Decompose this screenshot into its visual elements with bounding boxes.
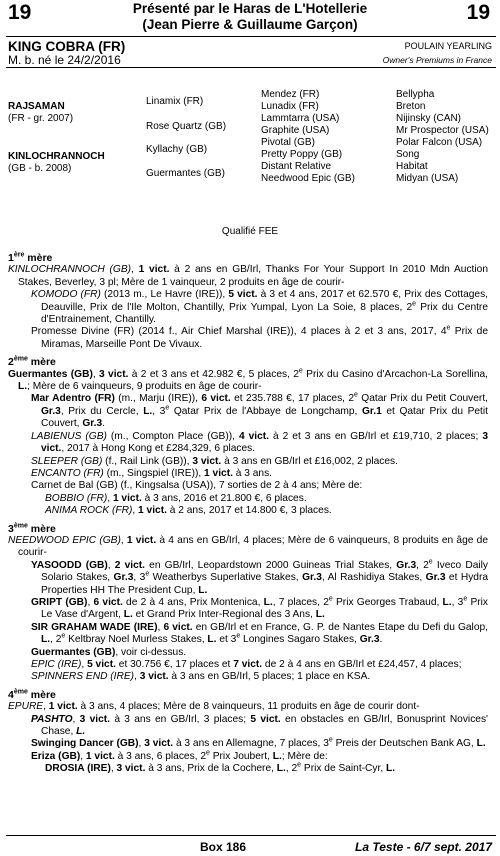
produce-entry: SLEEPER (GB) (f., Rail Link (GB)), 3 vict. à 3 ans en GB/Irl et £16,002, 2 places. <box>31 455 398 467</box>
produce-entry: LABIENUS (GB) (m., Compton Place (GB)), 4 vict. à 2 et 3 ans en GB/Irl et £19,710, 2 places; 3 vict., 2017 à Hong Kong et £284,329, 6 places. <box>31 430 488 455</box>
pedigree-gen3: Pivotal (GB) <box>261 137 315 148</box>
fourth-dam-entry: EPURE, 1 vict. à 3 ans, 4 places; Mère de 8 vainqueurs, 11 produits en âge de courir dont- <box>8 701 420 713</box>
produce-entry: Guermantes (GB), voir ci-dessus. <box>31 646 187 658</box>
section-heading-3eme-mere: 3ème mère <box>8 522 56 535</box>
pedigree-gen3: Lunadix (FR) <box>261 101 319 112</box>
family-notes <box>8 247 488 776</box>
catalogue-header <box>0 0 500 34</box>
produce-entry: BOBBIO (FR), 1 vict. à 3 ans, 2016 et 21.800 €, 6 places. <box>45 492 307 504</box>
dam-entry: KINLOCHRANNOCH (GB), 1 vict. à 2 ans en GB/Irl, Thanks For Your Support In 2010 Mdn Auction Stakes, Beverley, 3 pl; Mère de 1 vainqueur, 2 produits en âge de courir- <box>8 264 488 288</box>
pedigree-gen4: Song <box>396 149 420 160</box>
granddam-entry: Guermantes (GB), 3 vict. à 2 et 3 ans et 42.982 €, 5 places, 2e Prix du Casino d'Arcachon-La Sorellina, L.; Mère de 6 vainqueurs, 9 produits en âge de courir- <box>8 367 488 393</box>
produce-entry: Mar Adentro (FR) (m., Marju (IRE)), 6 vict. et 235.788 €, 17 places, 2e Qatar Prix du Petit Couvert, Gr.3, Prix du Cercle, L., 3e Qatar Prix de l'Abbaye de Longchamp, Gr.1 et Qatar Prix du Petit Couvert, Gr.3. <box>31 392 488 430</box>
pedigree-gen2: Linamix (FR) <box>146 96 204 107</box>
produce-entry: ANIMA ROCK (FR), 1 vict. à 2 ans, 2017 et 14.800 €, 3 places. <box>45 505 332 517</box>
pedigree-gen3: Graphite (USA) <box>261 125 330 136</box>
dam-name: KINLOCHRANNOCH <box>8 151 105 162</box>
qualified-fee: Qualifié FEE <box>221 226 279 237</box>
produce-entry: Eriza (GB), 1 vict. à 3 ans, 6 places, 2e Prix Joubert, L.; Mère de: <box>31 749 328 762</box>
section-heading-2eme-mere: 2ème mère <box>8 355 56 369</box>
horse-rule <box>6 67 496 68</box>
pedigree-gen3: Lammtarra (USA) <box>261 113 340 124</box>
sire-name: RAJSAMAN <box>8 101 65 112</box>
lot-number: 19 <box>8 1 32 24</box>
horse-name: KING COBRA (FR) <box>8 39 126 54</box>
produce-entry: GRIPT (GB), 6 vict. de 2 à 4 ans, Prix Montenica, L., 7 places, 2e Prix Georges Trabaud, L., 3e Prix Le Vase d'Argent, L. et Grand Prix Inter-Regional des 3 Ans, L. <box>31 595 489 621</box>
produce-entry: YASOODD (GB), 2 vict. en GB/Irl, Leopardstown 2000 Guineas Trial Stakes, Gr.3, 2e Iveco Daily Solario Stakes, Gr.3, 3e Weatherbys Superlative Stakes, Gr.3, Al Rashidiya Stakes, Gr.3 et Hydra Properties HH The President Cup, L. <box>31 558 489 596</box>
section-heading-4eme-mere: 4ème mère <box>8 688 56 701</box>
produce-entry: KOMODO (FR) (2013 m., Le Havre (IRE)), 5 vict. à 3 et 4 ans, 2017 et 62.570 €, Prix des Cottages, Deauville, Prix de l'Ile Molton, Chantilly, Prix Yumpal, Lyon La Soie, 8 places, 2e Prix du Centre d'Entrainement, Chantilly. <box>31 289 489 326</box>
owner-premiums-note: Owner's Premiums in France <box>382 55 492 65</box>
pedigree-gen4: Mr Prospector (USA) <box>396 125 489 136</box>
box-number: Box 186 <box>200 840 247 854</box>
produce-entry: DROSIA (IRE), 3 vict. à 3 ans, Prix de la Cochere, L., 2e Prix de Saint-Cyr, L. <box>45 761 396 775</box>
third-dam-entry: NEEDWOOD EPIC (GB), 1 vict. à 4 ans en GB/Irl, 4 places; Mère de 6 vainqueurs, 8 produits en âge de courir- <box>8 534 488 559</box>
produce-entry: Swinging Dancer (GB), 3 vict. à 3 ans en Allemagne, 7 places, 3e Preis der Deutschen Bank AG, L. <box>31 737 486 750</box>
produce-entry: EPIC (IRE), 5 vict. et 30.756 €, 17 places et 7 vict. de 2 à 4 ans en GB/Irl et £24,457, 4 places; <box>31 659 462 670</box>
pedigree-gen4: Midyan (USA) <box>396 173 459 184</box>
pedigree-gen4: Nijinsky (CAN) <box>396 113 461 124</box>
pedigree-gen3: Pretty Poppy (GB) <box>261 149 343 160</box>
pedigree-gen4: Polar Falcon (USA) <box>396 137 483 148</box>
pedigree-gen3: Distant Relative <box>261 161 332 172</box>
presenter-line: Présenté par le Haras de L'Hotellerie <box>132 1 368 16</box>
lot-number-right: 19 <box>466 1 490 24</box>
pedigree-gen3: Needwood Epic (GB) <box>261 173 355 184</box>
header-rule <box>6 36 496 37</box>
produce-entry: SIR GRAHAM WADE (IRE), 6 vict. en GB/Irl et en France, G. P. de Nantes Etape du Defi du Galop, L., 2e Keltbray Noel Murless Stakes, L. et 3e Longines Sagaro Stakes, Gr.3. <box>31 621 488 646</box>
horse-category: POULAIN YEARLING <box>404 41 492 51</box>
produce-entry: PASHTO, 3 vict. à 3 ans en GB/Irl, 3 places; 5 vict. en obstacles en GB/Irl, Bonusprint Novices' Chase, L. <box>31 713 488 738</box>
produce-entry: ENCANTO (FR) (m., Singspiel (IRE)), 1 vict. à 3 ans. <box>31 467 273 479</box>
pedigree-gen3: Mendez (FR) <box>261 89 320 100</box>
dam-detail: (GB - b. 2008) <box>8 163 72 174</box>
pedigree-gen2: Kyllachy (GB) <box>146 144 208 155</box>
presenter-names: (Jean Pierre & Guillaume Garçon) <box>142 17 358 32</box>
sire-detail: (FR - gr. 2007) <box>8 113 74 124</box>
pedigree-gen2: Guermantes (GB) <box>146 168 225 179</box>
pedigree-gen4: Bellypha <box>396 89 435 100</box>
catalogue-footer <box>0 836 500 856</box>
produce-entry: Promesse Divine (FR) (2014 f., Air Chief Marshal (IRE)), 4 places à 2 et 3 ans, 2017, 4e Prix de Miramas, Marseille Pont De Vivaux. <box>31 325 488 350</box>
section-heading-1ere-mere: 1ère mère <box>8 251 53 264</box>
produce-entry: Carnet de Bal (GB) (f., Kingsalsa (USA)), 7 sorties de 2 à 4 ans; Mère de: <box>31 480 363 492</box>
horse-description: M. b. né le 24/2/2016 <box>8 53 121 67</box>
pedigree-gen4: Habitat <box>396 161 428 172</box>
sale-venue-date: La Teste - 6/7 sept. 2017 <box>355 840 492 854</box>
pedigree-gen2: Rose Quartz (GB) <box>146 121 227 132</box>
produce-entry: SPINNERS END (IRE), 3 vict. à 3 ans en GB/Irl, 5 places; 1 place en KSA. <box>31 671 371 683</box>
pedigree-gen4: Breton <box>396 101 426 112</box>
